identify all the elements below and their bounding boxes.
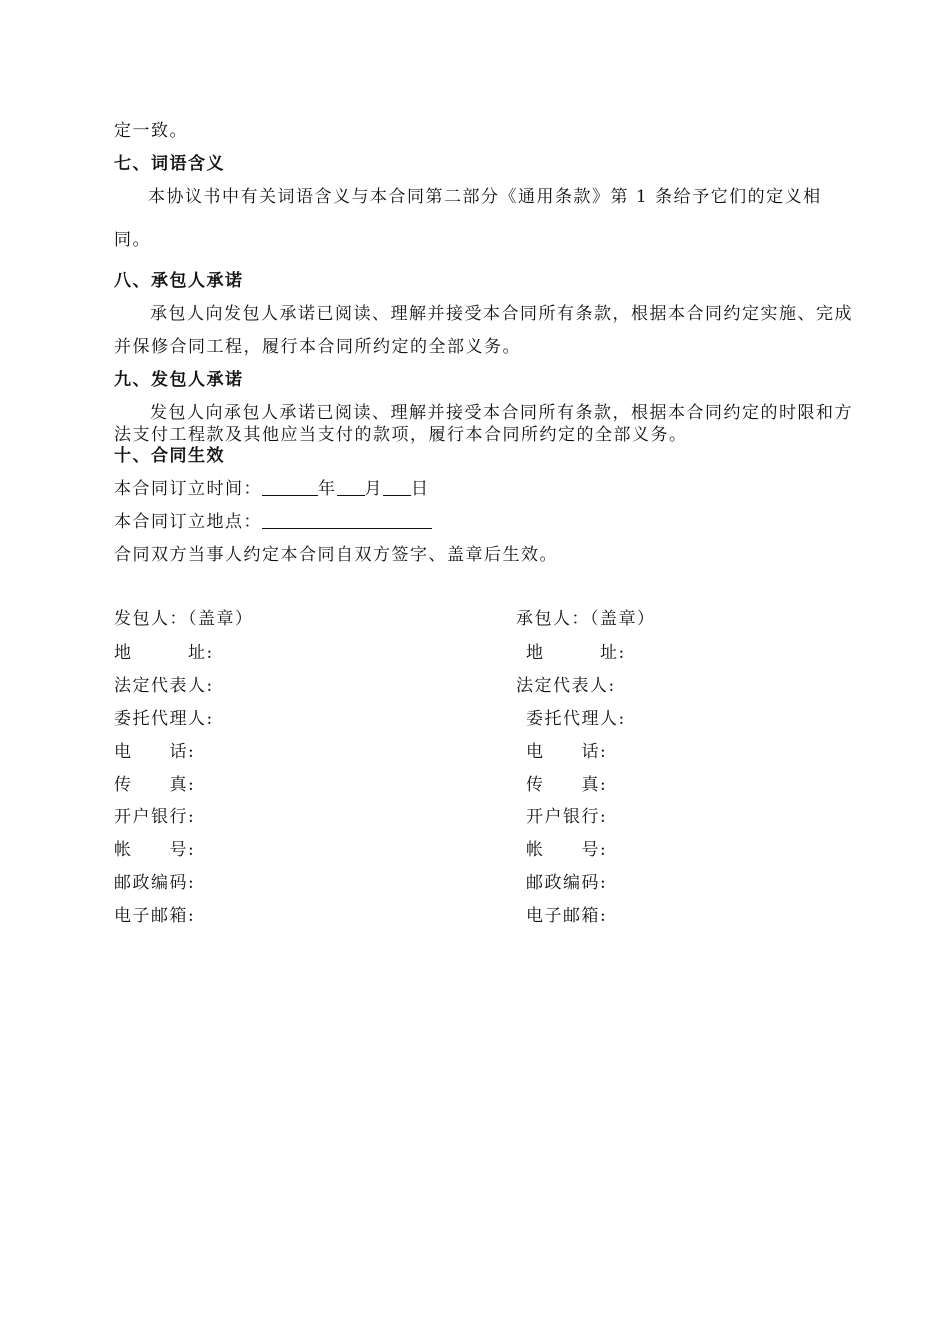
contractor-phone-label: 电 话: [526, 742, 608, 762]
terms-paragraph-line2: 同。 [114, 230, 151, 250]
employer-bank-label: 开户银行: [114, 807, 196, 827]
signing-time-row [114, 474, 430, 499]
employer-postcode-label: 邮政编码: [114, 873, 196, 893]
contractor-legal-rep-label: 法定代表人: [516, 676, 616, 696]
contractor-email-label: 电子邮箱: [526, 906, 608, 926]
heading-contractor-commitment: 八、承包人承诺 [114, 271, 244, 291]
employer-fax-label: 传 真: [114, 775, 196, 795]
employer-phone-label: 电 话: [114, 742, 196, 762]
signing-place-label: 本合同订立地点： [114, 512, 262, 532]
employer-seal-title: 发包人：（盖章） [114, 609, 254, 629]
contractor-commitment-line2: 并保修合同工程，履行本合同所约定的全部义务。 [114, 337, 521, 357]
employer-account-label: 帐 号: [114, 840, 196, 860]
contractor-seal-title: 承包人：（盖章） [516, 609, 656, 629]
heading-contract-effect: 十、合同生效 [114, 446, 225, 466]
employer-legal-rep-label: 法定代表人: [114, 676, 214, 696]
heading-employer-commitment: 九、发包人承诺 [114, 370, 244, 390]
clause-tail-text: 定一致。 [114, 121, 188, 141]
employer-commitment-line2: 法支付工程款及其他应当支付的款项，履行本合同所约定的全部义务。 [114, 425, 688, 445]
contractor-fax-label: 传 真: [526, 775, 608, 795]
employer-commitment-line1: 发包人向承包人承诺已阅读、理解并接受本合同所有条款，根据本合同约定的时限和方 [150, 403, 853, 423]
contractor-commitment-line1: 承包人向发包人承诺已阅读、理解并接受本合同所有条款，根据本合同约定实施、完成 [150, 304, 853, 324]
employer-agent-label: 委托代理人: [114, 709, 214, 729]
signing-time-label: 本合同订立时间： [114, 479, 262, 499]
contractor-postcode-label: 邮政编码: [526, 873, 608, 893]
day-blank [383, 479, 411, 496]
effect-statement: 合同双方当事人约定本合同自双方签字、盖章后生效。 [114, 545, 558, 565]
contractor-account-label: 帐 号: [526, 840, 608, 860]
place-blank [262, 512, 432, 529]
month-label: 月 [364, 479, 383, 499]
contractor-agent-label: 委托代理人: [526, 709, 626, 729]
employer-address-label: 地 址: [114, 643, 214, 663]
contractor-address-label: 地 址: [526, 643, 626, 663]
day-label: 日 [411, 479, 430, 499]
employer-email-label: 电子邮箱: [114, 906, 196, 926]
contractor-bank-label: 开户银行: [526, 807, 608, 827]
year-blank [262, 479, 318, 496]
year-label: 年 [318, 479, 337, 499]
terms-paragraph-line1: 本协议书中有关词语含义与本合同第二部分《通用条款》第 1 条给予它们的定义相 [148, 187, 822, 207]
signing-place-row [114, 507, 432, 532]
heading-terms: 七、词语含义 [114, 154, 225, 174]
month-blank [337, 479, 365, 496]
